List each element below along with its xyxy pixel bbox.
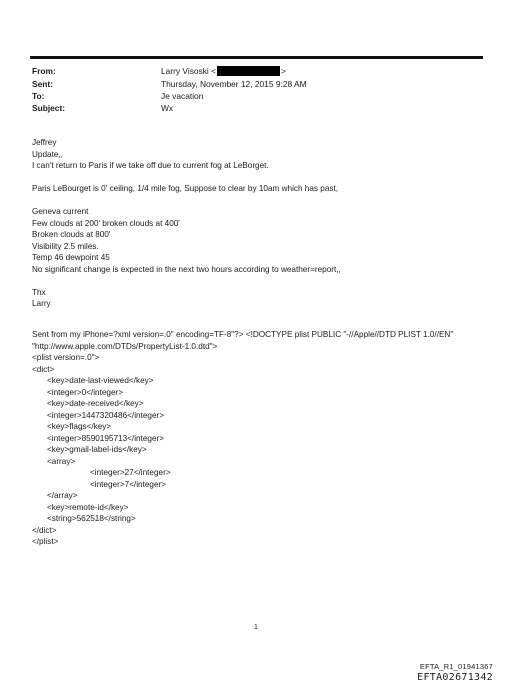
body-gap: [32, 172, 341, 184]
from-close: >: [281, 66, 286, 76]
body-line: Few clouds at 200' broken clouds at 400': [32, 218, 180, 228]
page-number: 1: [254, 624, 258, 631]
body-line: Temp 46 dewpoint 45: [32, 253, 110, 262]
plist-line: <integer>1447320486</integer>: [47, 410, 165, 420]
plist-line: <integer>7</integer>: [90, 479, 167, 489]
to-value: Je vacation: [161, 91, 204, 101]
plist-line: </array>: [47, 491, 78, 500]
plist-line: <key>gmail-label-ids</key>: [47, 445, 147, 454]
body-line: Paris LeBourget is 0' ceiling, 1/4 mile fog, Suppose to clear by 10am which has past,: [32, 184, 339, 193]
bates-number-small: EFTA_R1_01941367: [419, 662, 493, 671]
body-gap: [32, 195, 341, 207]
body-line: Update,,: [32, 149, 63, 159]
body-gap: [32, 275, 341, 287]
redaction-box: [217, 66, 280, 76]
plist-line: <integer>0</integer>: [47, 387, 124, 397]
plist-line: </plist>: [32, 537, 59, 546]
bates-number-large: EFTA02671342: [417, 672, 493, 683]
body-line: Visibility 2.5 miles.: [32, 241, 99, 251]
from-value: [161, 66, 286, 77]
plist-line: <key>date-received</key>: [47, 399, 144, 408]
body-line: No significant change is expected in the next two hours according to weather=report,,: [32, 264, 341, 274]
sent-value: Thursday, November 12, 2015 9:28 AM: [161, 79, 307, 89]
plist-line: <key>remote-id</key>: [47, 502, 129, 512]
plist-line: <integer>27</integer>: [90, 468, 171, 477]
body-line: Thx: [32, 287, 46, 297]
sent-label: Sent:: [32, 79, 53, 89]
body-line: Jeffrey: [32, 138, 57, 147]
plist-line: </dict>: [32, 525, 57, 535]
body-line: Broken clouds at 800': [32, 230, 111, 239]
to-label: To:: [32, 91, 45, 101]
body-line: I can't return to Paris if we take off due to current fog at LeBorget.: [32, 161, 269, 170]
plist-line: Sent from my iPhone=?xml version=.0" encoding=TF-8"?> <!DOCTYPE plist PUBLIC "-//Apple//DTD PLIST 1.0//EN": [32, 330, 454, 339]
header-rule: [30, 56, 483, 59]
from-label: From:: [32, 66, 56, 76]
plist-block: [32, 329, 453, 548]
body-line: Geneva current: [32, 207, 89, 216]
plist-line: <dict>: [32, 364, 55, 374]
from-name: Larry Visoski <: [161, 66, 217, 76]
subject-label: Subject:: [32, 103, 66, 113]
plist-line: <integer>8590195713</integer>: [47, 433, 165, 443]
plist-line: "http://www.apple.com/DTDs/PropertyList-1.0.dtd">: [32, 341, 218, 351]
plist-line: <string>562518</string>: [47, 514, 136, 523]
plist-line: <key>flags</key>: [47, 422, 112, 431]
subject-value: Wx: [161, 103, 174, 113]
plist-line: <key>date-last-viewed</key>: [47, 376, 154, 385]
body-line: Larry: [32, 299, 51, 308]
plist-line: <plist version=.0">: [32, 353, 100, 362]
plist-line: <array>: [47, 456, 76, 466]
email-body: [32, 137, 341, 310]
